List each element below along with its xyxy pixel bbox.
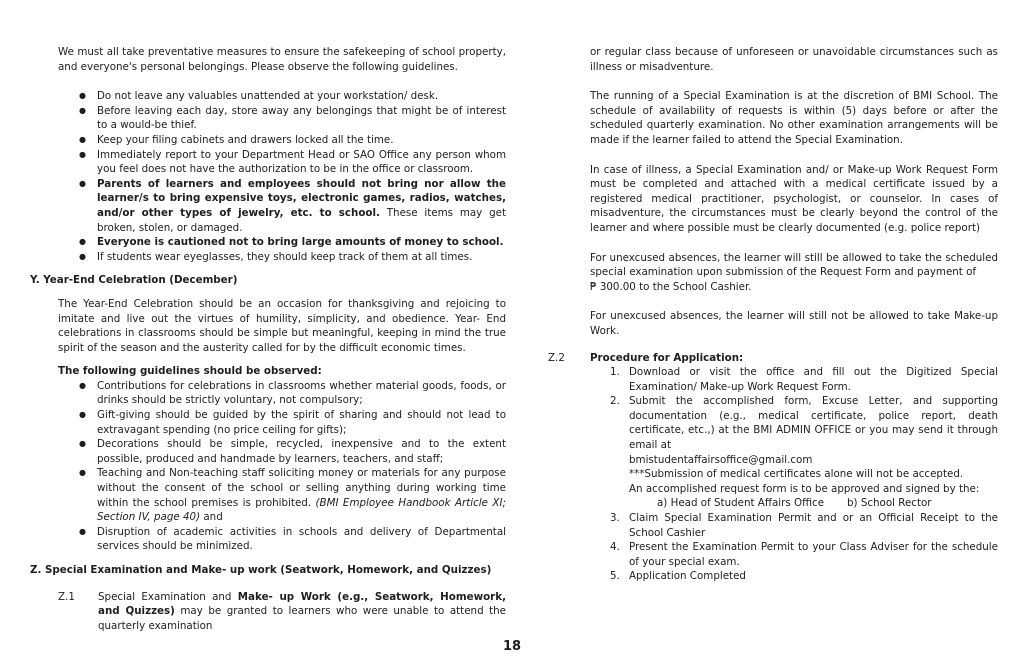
list-item: ● Gift-giving should be guided by the spirit of sharing and should not lead to extravagant spending (no price ceiling for gifts); bbox=[79, 408, 506, 437]
step-text: Submit the accomplished form, Excuse Letter, and supporting documentation (e.g., medical certificate, police report, death certificate, etc.,) at the BMI ADMIN OFFICE or you may send it through email at bbox=[629, 395, 998, 452]
list-item bbox=[610, 511, 998, 540]
z1-number: Z.1 bbox=[58, 590, 75, 603]
intro-paragraph: We must all take preventative measures to ensure the safekeeping of school property, and everyone's personal belongings. Please observe the following guidelines. bbox=[58, 46, 506, 73]
fee-amount: ₱ 300.00 to the School Cashier. bbox=[590, 280, 752, 293]
z1-item bbox=[30, 590, 506, 634]
paragraph-unexcused-exam bbox=[590, 251, 998, 295]
text: For unexcused absences, the learner will still be allowed to take the scheduled special examination upon submission of the Request Form and payment of bbox=[590, 251, 998, 279]
text: and bbox=[200, 511, 223, 524]
y-paragraph: The Year-End Celebration should be an occasion for thanksgiving and rejoicing to imitate and live out the virtues of humility, simplicity, and obedience. Year- End celebrations in classrooms should be simple but meaningful, keeping in mind the true spirit of the season and the austerity called for by the difficult economic times. bbox=[58, 297, 506, 354]
paragraph-discretion: The running of a Special Examination is at the discretion of BMI School. The schedule of availability of requests is within (5) days before or after the scheduled quarterly examination. No other examination arrangements will be made if the learner failed to attend the Special Examination. bbox=[590, 90, 998, 146]
text: Teaching and Non-teaching staff soliciting money or materials for any purpose without the consent of the school or selling anything during working time within the school premises is prohibited. bbox=[97, 467, 506, 509]
step-text: Download or visit the office and fill out the Digitized Special Examination/ Make-up Work Request Form. bbox=[629, 366, 998, 393]
step-number: 5. bbox=[610, 570, 620, 583]
right-column bbox=[548, 45, 998, 584]
guidelines-heading: The following guidelines should be observed: bbox=[58, 365, 322, 378]
text: Special Examination and bbox=[98, 590, 238, 603]
procedure-steps bbox=[548, 365, 998, 584]
step-text: Present the Examination Permit to your Class Adviser for the schedule of your special exam. bbox=[629, 541, 998, 568]
signer-b: b) School Rector bbox=[847, 497, 932, 510]
step-number: 4. bbox=[610, 541, 620, 554]
list-item: ● Decorations should be simple, recycled, inexpensive and to the extent possible, produced and handmade by learners, teachers, and staff; bbox=[79, 437, 506, 466]
list-item: ● Before leaving each day, store away any belongings that might be of interest to a would-be thief. bbox=[79, 104, 506, 133]
bold-text: Parents of learners and employees should not bring nor allow the learner/s to bring expensive toys, electronic games, radios, watches, and/or other types of jewelry, etc. to school. bbox=[97, 177, 506, 219]
handbook-reference: (BMI Employee Handbook Article XI; Section IV, page 40) bbox=[97, 496, 506, 524]
year-end-guidelines-list bbox=[30, 379, 506, 554]
bold-text: Make- up Work (e.g., Seatwork, Homework, and Quizzes) bbox=[98, 590, 506, 618]
email-address: bmistudentaffairsoffice@gmail.com bbox=[629, 453, 813, 466]
procedure-heading: Procedure for Application: bbox=[590, 351, 744, 364]
step-number: 1. bbox=[610, 366, 620, 379]
text: may be granted to learners who were unable to attend the quarterly examination bbox=[98, 605, 507, 632]
z2-heading-row bbox=[548, 351, 998, 366]
list-item: ● Keep your filing cabinets and drawers locked all the time. bbox=[79, 133, 506, 148]
paragraph-unexcused-makeup: For unexcused absences, the learner will still not be allowed to take Make-up Work. bbox=[590, 310, 998, 337]
list-item bbox=[79, 177, 506, 235]
signer-a: a) Head of Student Affairs Office bbox=[657, 497, 825, 510]
continued-paragraph: or regular class because of unforeseen or unavoidable circumstances such as illness or misadventure. bbox=[590, 46, 998, 73]
list-item: ● Immediately report to your Department Head or SAO Office any person whom you feel does not have the authorization to be in the office or classroom. bbox=[79, 148, 506, 177]
step-number: 2. bbox=[610, 395, 620, 408]
list-item: ● If students wear eyeglasses, they should keep track of them at all times. bbox=[79, 250, 506, 265]
page-number: 18 bbox=[502, 639, 522, 654]
left-column bbox=[30, 45, 506, 633]
section-heading-z: Z. Special Examination and Make- up work (Seatwork, Homework, and Quizzes) bbox=[30, 564, 492, 576]
paragraph-illness: In case of illness, a Special Examination and/ or Make-up Work Request Form must be completed and attached with a medical certificate issued by a registered medical practitioner, psychologist, or counselor. In cases of misadventure, the circumstances must be clearly beyond the control of the learner and where possible must be clearly documented (e.g. police report) bbox=[590, 163, 998, 234]
list-item bbox=[79, 466, 506, 524]
list-item bbox=[610, 394, 998, 511]
list-item bbox=[610, 365, 998, 394]
step-text: Application Completed bbox=[629, 570, 746, 583]
section-heading-y: Y. Year-End Celebration (December) bbox=[30, 274, 238, 287]
submission-note: ***Submission of medical certificates alone will not be accepted. bbox=[629, 468, 964, 481]
step-text: Claim Special Examination Permit and or an Official Receipt to the School Cashier bbox=[629, 512, 998, 539]
list-item: ● Disruption of academic activities in schools and delivery of Departmental services should be minimized. bbox=[79, 525, 506, 554]
approval-text: An accomplished request form is to be approved and signed by the: bbox=[629, 482, 980, 495]
step-number: 3. bbox=[610, 512, 620, 525]
safety-guidelines-list bbox=[30, 89, 506, 264]
list-item bbox=[610, 540, 998, 569]
list-item: ● Do not leave any valuables unattended at your workstation/ desk. bbox=[79, 89, 506, 104]
list-item: ● Contributions for celebrations in classrooms whether material goods, foods, or drinks should be strictly voluntary, not compulsory; bbox=[79, 379, 506, 408]
list-item bbox=[610, 569, 998, 584]
z1-text bbox=[98, 590, 506, 634]
text: These items may get broken, stolen, or damaged. bbox=[97, 206, 506, 234]
list-item: ● Everyone is cautioned not to bring large amounts of money to school. bbox=[79, 235, 506, 250]
z2-number: Z.2 bbox=[548, 351, 565, 364]
